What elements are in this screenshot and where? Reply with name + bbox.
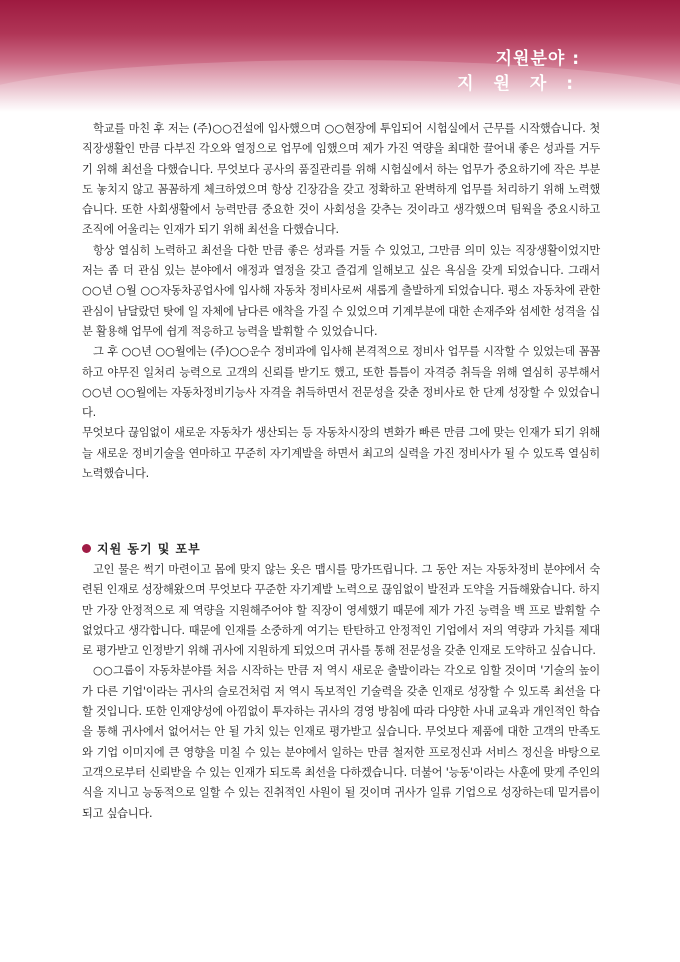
- intro-paragraph: 그 후 ○○년 ○○월에는 (주)○○운수 정비과에 입사해 본격적으로 정비사 업무를 시작할 수 있었는데 꼼꼼하고 야무진 일처리 능력으로 고객의 신뢰를 받기도 했고, 또한 틈틈이 자격증 취득을 위해 열심히 공부해서 ○○년 ○○월에는 자동차정비기능사 자격을 취득하면서 전문성을 갖춘 정비사로 한 단계 성장할 수 있었습니다.: [82, 345, 600, 420]
- motivation-paragraph: 고인 물은 썩기 마련이고 몸에 맞지 않는 옷은 맵시를 망가뜨립니다. 그 동안 저는 자동차정비 분야에서 숙련된 인재로 성장해왔으며 무엇보다 꾸준한 자기계발 노력으로 끊임없이 발전과 도약을 거듭해왔습니다. 하지만 가장 안정적으로 제 역량을 지원해주어야 할 직장이 영세했기 때문에 제가 가진 능력을 백 프로 발휘할 수 없었다고 생각합니다. 때문에 인재를 소중하게 여기는 탄탄하고 안정적인 기업에서 저의 역량과 가치를 제대로 평가받고 인정받기 위해 귀사에 지원하게 되었으며 귀사를 통해 전문성을 갖춘 인재로 도약하고 싶습니다.: [82, 563, 600, 658]
- applicant-label: 지 원 자 :: [457, 74, 580, 94]
- intro-paragraph: 무엇보다 끊임없이 새로운 자동차가 생산되는 등 자동차시장의 변화가 빠른 만큼 그에 맞는 인재가 되기 위해 늘 새로운 정비기술을 연마하고 꾸준히 자기계발을 하면서 최고의 실력을 가진 정비사가 될 수 있도록 열심히 노력했습니다.: [82, 426, 600, 481]
- intro-paragraph: 항상 열심히 노력하고 최선을 다한 만큼 좋은 성과를 거둘 수 있었고, 그만큼 의미 있는 직장생활이었지만 저는 좀 더 관심 있는 분야에서 애정과 열정을 갖고 즐겁게 일해보고 싶은 욕심을 갖게 되었습니다. 그래서 ○○년 ○월 ○○자동차공업사에 입사해 자동차 정비사로써 새롭게 출발하게 되었습니다. 평소 자동차에 관한 관심이 남달랐던 탓에 일 자체에 남다른 애착을 가질 수 있었으며 기계부분에 대한 손재주와 섬세한 성격을 십분 활용해 업무에 쉽게 적응하고 능력을 발휘할 수 있었습니다.: [82, 243, 600, 338]
- section-title-motivation: [82, 540, 201, 557]
- motivation-paragraph: ○○그룹이 자동차분야를 처음 시작하는 만큼 저 역시 새로운 출발이라는 각오로 임할 것이며 '기술의 높이가 다른 기업'이라는 귀사의 슬로건처럼 저 역시 독보적인 기술력을 갖춘 인재로 성장할 수 있도록 최선을 다할 것입니다. 또한 인재양성에 아낌없이 투자하는 귀사의 경영 방침에 따라 다양한 사내 교육과 개인적인 학습을 통해 귀사에서 없어서는 안 될 가치 있는 인재로 평가받고 싶습니다. 무엇보다 제품에 대한 고객의 만족도와 기업 이미지에 큰 영향을 미칠 수 있는 분야에서 일하는 만큼 철저한 프로정신과 서비스 정신을 바탕으로 고객으로부터 신뢰받을 수 있는 인재가 되도록 최선을 다하겠습니다. 더불어 '능동'이라는 사훈에 맞게 주인의식을 지니고 능동적으로 일할 수 있는 진취적인 사원이 될 것이며 귀사가 일류 기업으로 성장하는데 밑거름이 되고 싶습니다.: [82, 664, 600, 820]
- field-label: 지원분야 :: [495, 49, 580, 69]
- section-title-text: 지원 동기 및 포부: [97, 542, 201, 556]
- intro-section: [82, 119, 600, 484]
- intro-paragraph: 학교를 마친 후 저는 (주)○○건설에 입사했으며 ○○현장에 투입되어 시험실에서 근무를 시작했습니다. 첫 직장생활인 만큼 다부진 각오와 열정으로 업무에 임했으며 제가 가진 역량을 최대한 끌어내 좋은 성과를 거두기 위해 최선을 다했습니다. 무엇보다 공사의 품질관리를 위해 시험실에서 하는 업무가 중요하기에 작은 부분도 놓치지 않고 꼼꼼하게 체크하였으며 항상 긴장감을 갖고 정확하고 완벽하게 업무를 처리하기 위해 노력했습니다. 또한 사회생활에서 능력만큼 중요한 것이 사회성을 갖추는 것이라고 생각했으며 팀웍을 중요시하고 조직에 어울리는 인재가 되기 위해 최선을 다했습니다.: [82, 122, 600, 237]
- bullet-icon: [82, 544, 91, 553]
- motivation-section: [82, 560, 600, 824]
- header-banner: [0, 0, 680, 112]
